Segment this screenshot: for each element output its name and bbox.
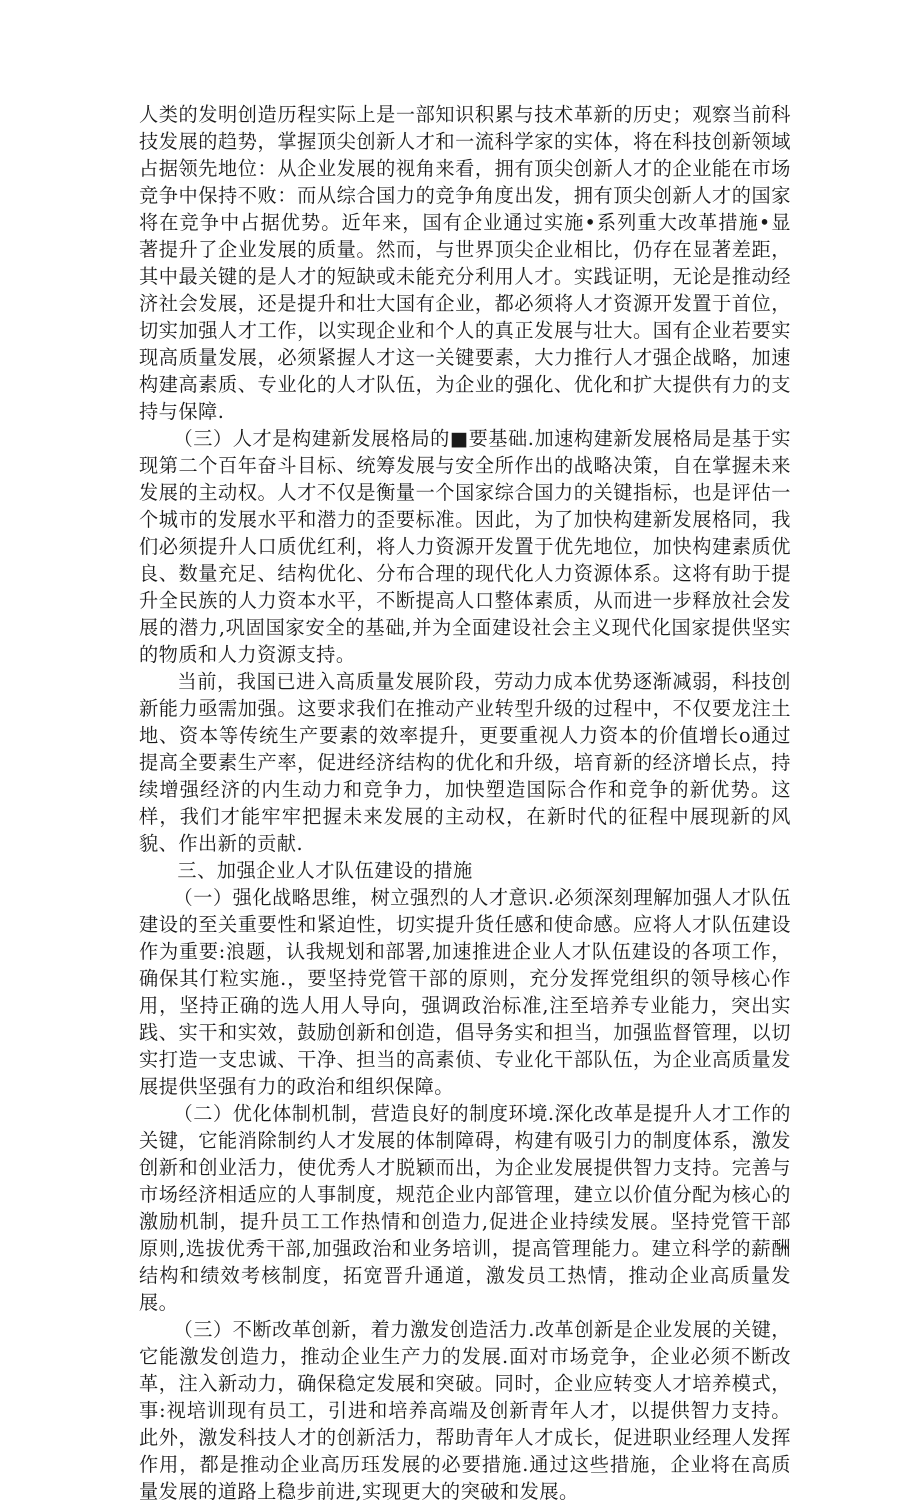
section-heading-measures: 三、加强企业人才队伍建设的措施 <box>177 859 473 882</box>
document-body <box>139 101 791 1505</box>
paragraph-measure-2: （二）优化体制机制，营造良好的制度环境.深化改革是提升人才工作的关键，它能消除制约人才发展的体制障碍，构建有吸引力的制度体系，激发创新和创业活力，使优秀人才脱颖而出，为企业发展提供智力支持。完善与市场经济相适应的人事制度，规范企业内部管理，建立以价值分配为核心的激励机制，提升员工工作热情和创造力,促进企业持续发展。坚持党管干部原则,选拔优秀干部,加强政治和业务培训，提高管理能力。建立科学的薪酬结构和绩效考核制度，拓宽晋升通道，激发员工热情，推动企业高质量发展。 <box>139 1102 791 1314</box>
paragraph-section-3-talent-foundation: （三）人才是构建新发展格局的■要基础.加速构建新发展格局是基于实现第二个百年奋斗目标、统筹发展与安全所作出的战略决策，自在掌握未来发展的主动权。人才不仅是衡量一个国家综合国力的关键指标，也是评估一个城市的发展水平和潜力的歪要标准。因此，为了加快构建新发展格同，我们必须提升人口质优红利，将人力资源开发置于优先地位，加快构建素质优良、数量充足、结构优化、分布合理的现代化人力资源体系。这将有助于提升全民族的人力资本水平，不断提高人口整体素质，从而进一步释放社会发展的潜力,巩固国家安全的基础,并为全面建设社会主义现代化国家提供坚实的物质和人力资源支持。 <box>139 427 791 666</box>
paragraph-current-stage: 当前，我国已进入高质量发展阶段，劳动力成本优势逐渐减弱，科技创新能力亟需加强。这要求我们在推动产业转型升级的过程中，不仅要龙注土地、资本等传统生产要素的效率提升，更要重视人力资本的价值增长o通过提高全要素生产率，促进经济结构的优化和升级，培育新的经济增长点，持续增强经济的内生动力和竞争力，加快塑造国际合作和竞争的新优势。这样，我们才能牢牢把握未来发展的主动权，在新时代的征程中展现新的风貌、作出新的贡献. <box>139 670 791 855</box>
paragraph-measure-1: （一）强化战略思维，树立强烈的人才意识.必须深刻理解加强人才队伍建设的至关重要性和紧迫性，切实提升货任感和使命感。应将人才队伍建设作为重要:浪题，认我规划和部署,加速推进企业人才队伍建设的各项工作，确保其仃粒实施.，要坚持党管干部的原则，充分发挥党组织的领导核心作用，坚持正确的选人用人导向，强调政治标准,注至培养专业能力，突出实践、实干和实效，鼓励创新和创造，倡导务实和担当，加强监督管理，以切实打造一支忠诚、干净、担当的高素侦、专业化干部队伍，为企业高质量发展提供坚强有力的政治和组织保障。 <box>139 886 791 1098</box>
paragraph-measure-3: （三）不断改革创新，着力激发创造活力.改革创新是企业发展的关键，它能激发创造力，推动企业生产力的发展.面对市场竞争，企业必须不断改革，注入新动力，确保稳定发展和突破。同时，企业应转变人才培养模式，事:视培训现有员工，引进和培养高端及创新青年人才，以提供智力支持。此外，激发科技人才的创新活力，帮助青年人才成长，促进职业经理人发挥作用，都是推动企业高历珏发展的必要措施.通过这些措施，企业将在高质量发展的道路上稳步前进,实现更大的突破和发展。 <box>139 1318 791 1503</box>
paragraph-intro: 人类的发明创造历程实际上是一部知识积累与技术革新的历史；观察当前科技发展的趋势，掌握顶尖创新人才和一流科学家的实体，将在科技创新领域占据领先地位：从企业发展的视角来看，拥有顶尖创新人才的企业能在市场竞争中保持不败：而从综合国力的竞争角度出发，拥有顶尖创新人才的国家将在竞争中占据优势。近年来，国有企业通过实施•系列重大改革措施•显著提升了企业发展的质量。然而，与世界顶尖企业相比，仍存在显著差距，其中最关键的是人才的短缺或未能充分利用人才。实践证明，无论是推动经济社会发展，还是提升和壮大国有企业，都必须将人才资源开发置于首位，切实加强人才工作，以实现企业和个人的真正发展与壮大。国有企业若要实现高质量发展，必须紧握人才这一关键要素，大力推行人才强企战略，加速构建高素质、专业化的人才队伍，为企业的强化、优化和扩大提供有力的支持与保障. <box>139 103 791 423</box>
